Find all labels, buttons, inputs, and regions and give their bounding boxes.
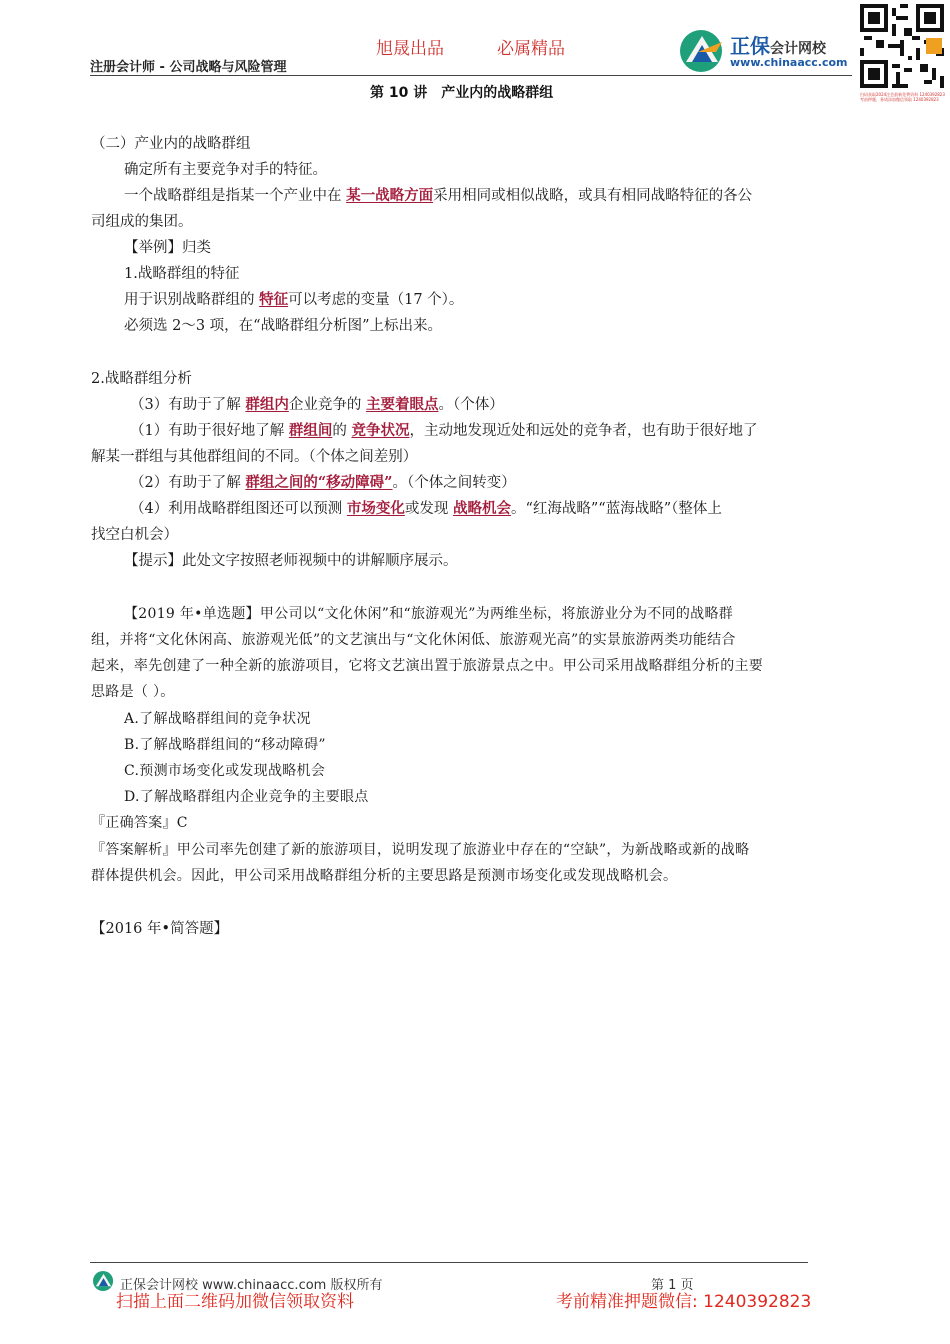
text-run: 企业竞争的 [288, 397, 362, 413]
option-b: B.了解战略群组间的“移动障碍” [124, 737, 326, 753]
brand-logo [678, 28, 858, 78]
text-run: （2）有助于了解 [130, 475, 241, 491]
paragraph-line: 找空白机会） [91, 527, 178, 543]
text-run: 的 [332, 423, 347, 439]
text-run: 或发现 [404, 501, 449, 517]
question-stem-line: 【2019 年•单选题】甲公司以“文化休闲”和“旅游观光”为两维坐标，将旅游业分为不同的战略群 [124, 606, 734, 622]
text-run: 用于识别战略群组的 [124, 292, 255, 308]
answer-analysis-line: 群体提供机会。因此，甲公司采用战略群组分析的主要思路是预测市场变化或发现战略机会。 [91, 868, 678, 884]
text-run: （3）有助于了解 [130, 397, 241, 413]
logo-name-text: 正保 [730, 34, 770, 58]
keyword-market-change: 市场变化 [346, 500, 405, 517]
tip-line: 【提示】此处文字按照老师视频中的讲解顺序展示。 [124, 553, 458, 569]
question-stem-line: 起来，率先创建了一种全新的旅游项目，它将文艺演出置于旅游景点之中。甲公司采用战略群组分析的主要 [91, 658, 764, 674]
logo-url: www.chinaacc.com [730, 56, 848, 69]
course-title: 注册会计师 - 公司战略与风险管理 [90, 60, 287, 75]
analysis-point-1 [130, 421, 757, 441]
footer-divider [90, 1262, 808, 1263]
text-run: 可以考虑的变量（17 个）。 [288, 292, 464, 308]
features-line [124, 290, 463, 310]
paragraph-line: 解某一群组与其他群组间的不同。（个体之间差别） [91, 449, 418, 465]
analysis-point-2 [130, 473, 516, 493]
paragraph-line: 确定所有主要竞争对手的特征。 [124, 162, 327, 178]
qr-code-icon [860, 4, 944, 88]
option-c: C.预测市场变化或发现战略机会 [124, 763, 326, 779]
header-divider [90, 75, 852, 76]
analysis-point-3 [130, 395, 504, 415]
keyword-strategy-aspect: 某一战略方面 [346, 187, 434, 204]
example-tag: 【举例】归类 [124, 240, 211, 256]
answer-analysis-line: 『答案解析』甲公司率先创建了新的旅游项目，说明发现了旅游业中存在的“空缺”，为新战略或新的战略 [91, 842, 750, 858]
section-heading: （二）产业内的战略群组 [91, 136, 251, 152]
paragraph-line: 必须选 2～3 项，在“战略群组分析图”上标出来。 [124, 318, 442, 334]
correct-answer: 『正确答案』C [91, 815, 188, 831]
logo-sub-text: 会计网校 [770, 41, 826, 57]
text-run: 一个战略群组是指某一个产业中在 [124, 188, 342, 204]
text-run: ，主动地发现近处和远处的竞争者，也有助于很好地了 [409, 423, 758, 439]
text-run: 。（个体之间转变） [392, 475, 516, 491]
text-run: 。（个体） [438, 397, 504, 413]
subheading: 1.战略群组的特征 [124, 266, 240, 282]
lecture-title: 第 10 讲 产业内的战略群组 [370, 85, 554, 101]
question-stem-line: 组，并将“文化休闲高、旅游观光低”的文艺演出与“文化休闲低、旅游观光高”的实景旅游两类功能结合 [91, 632, 736, 648]
keyword-between-groups: 群组间 [288, 422, 333, 439]
definition-line [124, 186, 752, 206]
paragraph-line: 司组成的集团。 [91, 214, 193, 230]
subheading: 2.战略群组分析 [91, 371, 192, 387]
keyword-features: 特征 [259, 291, 289, 308]
keyword-opportunity: 战略机会 [452, 500, 511, 517]
footer-copyright: 正保会计网校 www.chinaacc.com 版权所有 [120, 1278, 383, 1293]
option-d: D.了解战略群组内企业竞争的主要眼点 [124, 789, 369, 805]
footer-logo-icon [92, 1270, 116, 1292]
keyword-within-group: 群组内 [245, 396, 289, 413]
text-run: （1）有助于很好地了解 [130, 423, 285, 439]
logo-emblem-icon [678, 28, 728, 74]
text-run: 。“红海战略”“蓝海战略”（整体上 [510, 501, 722, 517]
keyword-mobility-barrier: 群组之间的“移动障碍” [245, 474, 393, 491]
watermark-right: 必属精品 [497, 39, 565, 59]
question-stem-line: 思路是（ ）。 [91, 684, 175, 700]
logo-name [730, 30, 826, 59]
qr-note: 扫码获取2024注会最新免费资料 1240392823 考前押题，务请添加微信领取 1240392823 [860, 92, 945, 102]
keyword-main-focus: 主要着眼点 [365, 396, 439, 413]
watermark-left: 旭晟出品 [376, 39, 444, 59]
analysis-point-4 [130, 499, 722, 519]
promo-right: 考前精准押题微信: 1240392823 [556, 1292, 812, 1312]
keyword-competition: 竞争状况 [351, 422, 410, 439]
promo-left: 扫描上面二维码加微信领取资料 [116, 1292, 354, 1312]
option-a: A.了解战略群组间的竞争状况 [124, 711, 311, 727]
page-number: 第 1 页 [651, 1278, 694, 1293]
text-run: （4）利用战略群组图还可以预测 [130, 501, 343, 517]
text-run: 采用相同或相似战略，或具有相同战略特征的各公 [433, 188, 753, 204]
next-question-title: 【2016 年•简答题】 [91, 921, 229, 937]
